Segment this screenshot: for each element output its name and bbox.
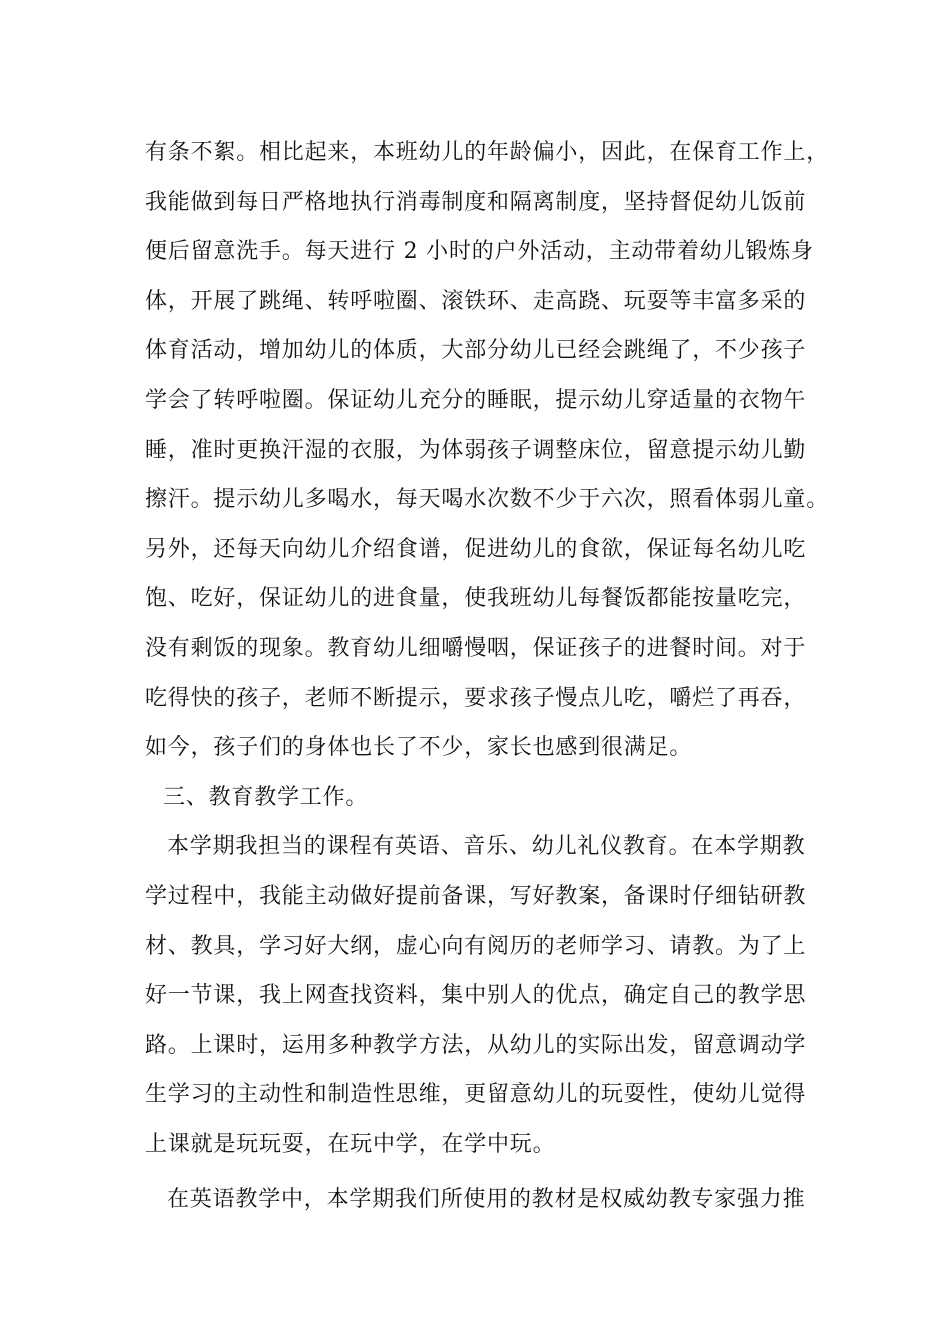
text-line: 体育活动，增加幼儿的体质，大部分幼儿已经会跳绳了，不少孩子 [145, 338, 807, 364]
document-body [145, 128, 845, 1225]
text-line: 没有剩饭的现象。教育幼儿细嚼慢咽，保证孩子的进餐时间。对于 [145, 635, 807, 661]
text-line: 饱、吃好，保证幼儿的进食量，使我班幼儿每餐饭都能按量吃完， [145, 586, 807, 612]
text-line: 有条不絮。相比起来，本班幼儿的年龄偏小，因此，在保育工作上， [145, 140, 830, 165]
text-line: 体，开展了跳绳、转呼啦圈、滚铁环、走高跷、玩耍等丰富多采的 [145, 288, 807, 314]
text-line: 上课就是玩玩耍，在玩中学，在学中玩。 [145, 1131, 556, 1157]
text-line: 在英语教学中，本学期我们所使用的教材是权威幼教专家强力推 [167, 1187, 806, 1213]
text-line: 便后留意洗手。每天进行 2 小时的户外活动，主动带着幼儿锻炼身 [145, 239, 814, 265]
text-line: 吃得快的孩子，老师不断提示，要求孩子慢点儿吃，嚼烂了再吞， [145, 685, 807, 711]
text-line: 学过程中，我能主动做好提前备课，写好教案，备课时仔细钻研教 [145, 883, 807, 909]
text-line: 路。上课时，运用多种教学方法，从幼儿的实际出发，留意调动学 [145, 1032, 807, 1058]
text-line: 生学习的主动性和制造性思维，更留意幼儿的玩耍性，使幼儿觉得 [145, 1082, 807, 1108]
text-line: 擦汗。提示幼儿多喝水，每天喝水次数不少于六次，照看体弱儿童。 [145, 487, 830, 513]
text-line: 学会了转呼啦圈。保证幼儿充分的睡眠，提示幼儿穿适量的衣物午 [145, 387, 807, 413]
text-line: 本学期我担当的课程有英语、音乐、幼儿礼仪教育。在本学期教 [167, 834, 806, 860]
text-line: 材、教具，学习好大纲，虚心向有阅历的老师学习、请教。为了上 [145, 933, 807, 959]
text-line: 另外，还每天向幼儿介绍食谱，促进幼儿的食欲，保证每名幼儿吃 [145, 536, 807, 562]
text-line: 如今，孩子们的身体也长了不少，家长也感到很满足。 [145, 735, 693, 761]
text-line: 好一节课，我上网查找资料，集中别人的优点，确定自己的教学思 [145, 983, 807, 1009]
text-line: 我能做到每日严格地执行消毒制度和隔离制度，坚持督促幼儿饭前 [145, 189, 807, 215]
section-heading: 三、教育教学工作。 [163, 784, 369, 810]
text-line: 睡，准时更换汗湿的衣服，为体弱孩子调整床位，留意提示幼儿勤 [145, 437, 807, 463]
